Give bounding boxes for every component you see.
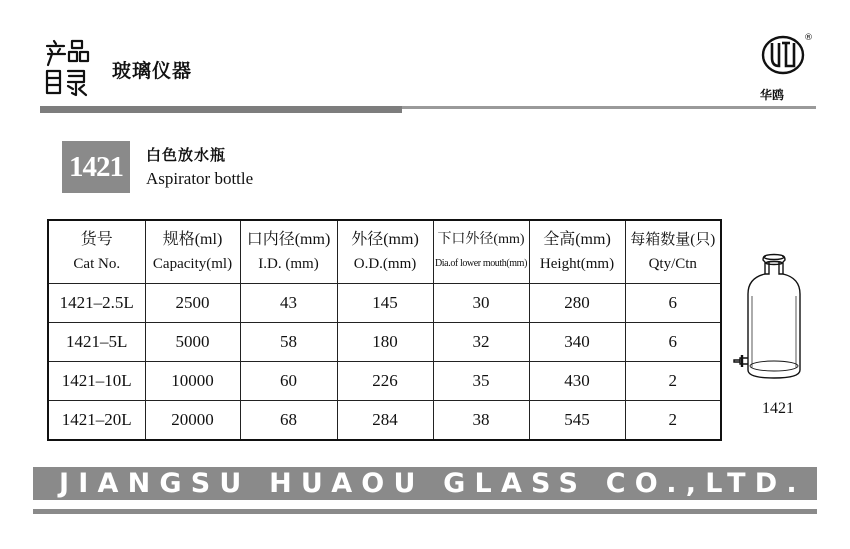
header-qty-en: Qty/Ctn <box>648 256 697 272</box>
cell-capacity: 5000 <box>145 323 240 362</box>
header-outer-diameter <box>337 220 433 284</box>
cell-capacity: 20000 <box>145 401 240 441</box>
aspirator-bottle-icon <box>730 252 806 388</box>
company-banner <box>33 467 817 500</box>
brand-name: 华鸥 <box>760 88 785 102</box>
header-cat-no-en: Cat No. <box>73 256 121 272</box>
cell-height: 430 <box>529 362 625 401</box>
cell-cat-no: 1421–20L <box>48 401 145 441</box>
cell-lower-mouth: 35 <box>433 362 529 401</box>
cell-height: 545 <box>529 401 625 441</box>
header-height-en: Height(mm) <box>539 256 615 272</box>
product-name-en: Aspirator bottle <box>146 169 254 188</box>
header-divider-dark <box>40 106 402 113</box>
cell-cat-no: 1421–10L <box>48 362 145 401</box>
cell-lower-mouth: 38 <box>433 401 529 441</box>
product-image <box>730 252 806 388</box>
header-qty <box>625 220 721 284</box>
cell-outer-diameter: 226 <box>337 362 433 401</box>
cell-lower-mouth: 32 <box>433 323 529 362</box>
header-capacity-en: Capacity(ml) <box>152 256 233 272</box>
table-row <box>48 401 721 441</box>
cell-capacity: 2500 <box>145 284 240 323</box>
header-divider-light <box>402 106 816 109</box>
table-row <box>48 323 721 362</box>
cell-outer-diameter: 145 <box>337 284 433 323</box>
company-name: JIANGSU HUAOU GLASS CO.,LTD. <box>59 468 806 499</box>
cell-lower-mouth: 30 <box>433 284 529 323</box>
catalog-logo <box>44 38 90 98</box>
header-lower-mouth-en: Dia.of lower mouth(mm) <box>434 258 527 269</box>
cell-inner-diameter: 58 <box>240 323 337 362</box>
cell-qty: 6 <box>625 284 721 323</box>
header-inner-diameter-cn: 口内径(mm) <box>246 231 331 248</box>
spec-table <box>47 219 722 441</box>
cell-inner-diameter: 60 <box>240 362 337 401</box>
cell-height: 280 <box>529 284 625 323</box>
cell-qty: 2 <box>625 401 721 441</box>
header-inner-diameter <box>240 220 337 284</box>
cell-outer-diameter: 284 <box>337 401 433 441</box>
cell-cat-no: 1421–5L <box>48 323 145 362</box>
header-cat-no-cn: 货号 <box>80 231 113 248</box>
page-title: 玻璃仪器 <box>112 60 193 82</box>
cell-capacity: 10000 <box>145 362 240 401</box>
product-code-badge: 1421 <box>62 141 130 193</box>
huaou-logo-icon <box>756 30 816 90</box>
cell-inner-diameter: 68 <box>240 401 337 441</box>
cell-outer-diameter: 180 <box>337 323 433 362</box>
product-image-label: 1421 <box>762 400 794 417</box>
cell-qty: 2 <box>625 362 721 401</box>
catalog-logo-icon <box>44 38 90 98</box>
registered-mark: ® <box>804 33 813 43</box>
header-qty-cn: 每箱数量(只) <box>630 232 716 248</box>
cell-cat-no: 1421–2.5L <box>48 284 145 323</box>
table-header-row <box>48 220 721 284</box>
header-height-cn: 全高(mm) <box>543 231 611 248</box>
header-capacity <box>145 220 240 284</box>
header-outer-diameter-cn: 外径(mm) <box>351 231 419 248</box>
table-row <box>48 362 721 401</box>
header-lower-mouth-cn: 下口外径(mm) <box>437 232 525 247</box>
table-row <box>48 284 721 323</box>
cell-qty: 6 <box>625 323 721 362</box>
footer-divider <box>33 509 817 514</box>
cell-inner-diameter: 43 <box>240 284 337 323</box>
header-height <box>529 220 625 284</box>
product-name-cn: 白色放水瓶 <box>146 146 227 164</box>
header-capacity-cn: 规格(ml) <box>162 231 223 248</box>
cell-height: 340 <box>529 323 625 362</box>
header-inner-diameter-en: I.D. (mm) <box>258 256 319 272</box>
header-lower-mouth <box>433 220 529 284</box>
header-cat-no <box>48 220 145 284</box>
header-outer-diameter-en: O.D.(mm) <box>353 256 417 272</box>
